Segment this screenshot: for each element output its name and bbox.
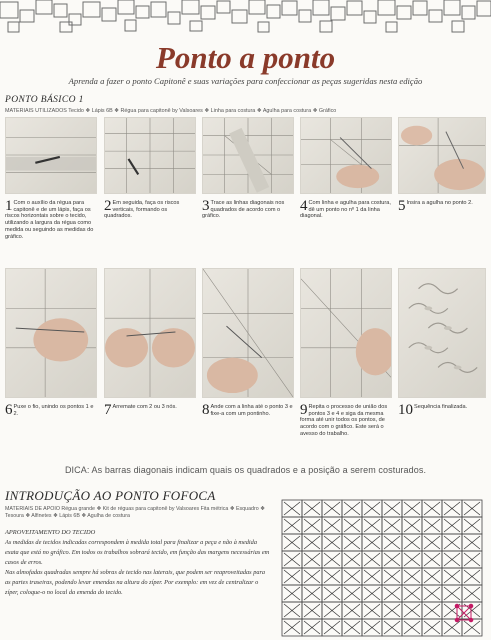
step-7: 7 Arremate com 2 ou 3 nós. bbox=[104, 402, 177, 418]
step-9: 9 Repita o processo de união dos pontos 3 e 4 e siga da mesma forma até unir todos os pontos, de acordo com o gráfico. Este será o avesso do trabalho. bbox=[300, 402, 388, 437]
section-title-basic: PONTO BÁSICO 1 bbox=[5, 95, 84, 105]
tip-text: DICA: As barras diagonais indicam quais os quadrados e a posição a serem costurados. bbox=[64, 465, 427, 475]
step-10: 10 Sequência finalizada. bbox=[398, 402, 468, 418]
decorative-header-squares bbox=[0, 0, 491, 40]
step-photo-7 bbox=[104, 268, 196, 398]
intro-paragraph-1: As medidas de tecidos indicadas correspondem à medida total para finalizar a peça e não à medida exata que está no gráfico. Em todos os trabalhos sobrará tecido, em função das margens necessárias em casos de erros. bbox=[5, 539, 270, 566]
materials-list: MATERIAIS UTILIZADOS Tecido ❖ Lápis 6B ❖ Régua para capitonê by Valsoares ❖ Linha para costura ❖ Agulha para costura ❖ Gráfico bbox=[5, 108, 337, 114]
step-1: 1 Com o auxílio da régua para capitonê e de um lápis, faça os riscos horizontais sobre o tecido, utilizando a largura da régua como medida ou seguindo as medidas do gráfico. bbox=[5, 198, 94, 240]
section-title-intro: INTRODUÇÃO AO PONTO FOFOCA bbox=[5, 488, 216, 503]
step-4: 4 Com linha e agulha para costura, dê um ponto no nº 1 da linha diagonal. bbox=[300, 198, 391, 220]
step-photo-5 bbox=[398, 117, 486, 194]
subsection-title: APROVEITAMENTO DO TECIDO bbox=[5, 529, 96, 536]
step-photo-8 bbox=[202, 268, 294, 398]
step-photo-10 bbox=[398, 268, 486, 398]
page-title: Ponto a ponto bbox=[155, 40, 336, 75]
step-photo-9 bbox=[300, 268, 392, 398]
intro-paragraph-2: Nas almofadas quadradas sempre há sobras de tecido nas laterais, que podem ser reaproveitadas para as partes traseiras, podendo levar emendas na altura do zíper. Por exemplo: em vez de centralizar o zíper, coloque-o no local da emenda do tecido. bbox=[5, 568, 266, 596]
intro-materials-list: MATERIAIS DE APOIO Régua grande ❖ Kit de réguas para capitonê by Valsoares Fita métrica ❖ Esquadro ❖ Tesoura ❖ Alfinetes ❖ Lápis 6B ❖ Agulha de costura bbox=[5, 506, 265, 519]
step-photo-3 bbox=[202, 117, 294, 194]
intro-body-text bbox=[5, 538, 270, 598]
step-8: 8 Ande com a linha até o ponto 3 e fixe-a com um pontinho. bbox=[202, 402, 293, 418]
page-subtitle: Aprenda a fazer o ponto Capitonê e suas variações para confeccionar as peças sugeridas nesta edição bbox=[68, 76, 423, 86]
pattern-grid bbox=[279, 498, 487, 638]
step-3: 3 Trace as linhas diagonais nos quadrados de acordo com o gráfico. bbox=[202, 198, 285, 220]
step-2: 2 Em seguida, faça os riscos verticais, formando os quadrados. bbox=[104, 198, 180, 220]
step-5: 5 Insira a agulha no ponto 2. bbox=[398, 198, 473, 214]
step-6: 6 Puxe o fio, unindo os pontos 1 e 2. bbox=[5, 402, 94, 418]
step-photo-2 bbox=[104, 117, 196, 194]
step-photo-6 bbox=[5, 268, 97, 398]
step-photo-1 bbox=[5, 117, 97, 194]
step-photo-4 bbox=[300, 117, 392, 194]
